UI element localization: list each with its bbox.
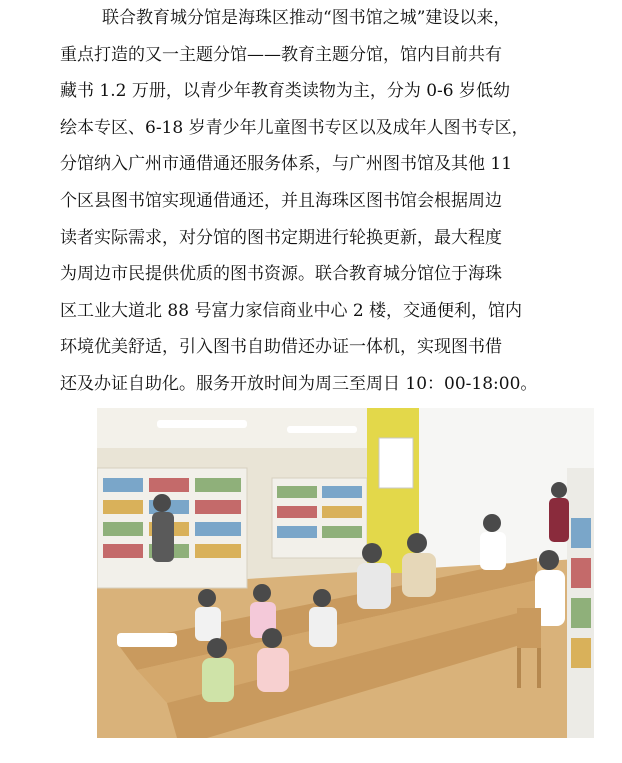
chair-leg bbox=[517, 648, 521, 688]
body-paragraph bbox=[60, 0, 590, 403]
paragraph-line: 还及办证自助化。服务开放时间为周三至周日 10：00-18:00。 bbox=[60, 373, 538, 394]
paragraph-line: 重点打造的又一主题分馆——教育主题分馆，馆内目前共有 bbox=[60, 44, 502, 65]
ceiling-light bbox=[287, 426, 357, 433]
chair-leg bbox=[537, 648, 541, 688]
bench-edge bbox=[117, 633, 177, 647]
paragraph-line: 联合教育城分馆是海珠区推动“图书馆之城”建设以来， bbox=[102, 8, 511, 28]
paragraph-line: 读者实际需求，对分馆的图书定期进行轮换更新，最大程度 bbox=[60, 227, 502, 248]
paragraph-line: 环境优美舒适，引入图书自助借还办证一体机，实现图书借 bbox=[60, 337, 502, 358]
ceiling-light bbox=[157, 420, 247, 428]
paragraph-line: 藏书 1.2 万册，以青少年教育类读物为主，分为 0-6 岁低幼 bbox=[60, 81, 511, 102]
library-photo bbox=[97, 408, 594, 738]
library-photo-illustration bbox=[97, 408, 594, 738]
notice-board bbox=[379, 438, 413, 488]
chair bbox=[517, 608, 541, 648]
paragraph-line: 个区县图书馆实现通借通还，并且海珠区图书馆会根据周边 bbox=[60, 190, 502, 211]
paragraph-line: 分馆纳入广州市通借通还服务体系，与广州图书馆及其他 11 bbox=[60, 154, 513, 175]
paragraph-line: 绘本专区、6-18 岁青少年儿童图书专区以及成年人图书专区， bbox=[60, 117, 529, 138]
paragraph-line: 为周边市民提供优质的图书资源。联合教育城分馆位于海珠 bbox=[60, 264, 502, 285]
paragraph-line: 区工业大道北 88 号富力家信商业中心 2 楼，交通便利，馆内 bbox=[60, 300, 523, 321]
